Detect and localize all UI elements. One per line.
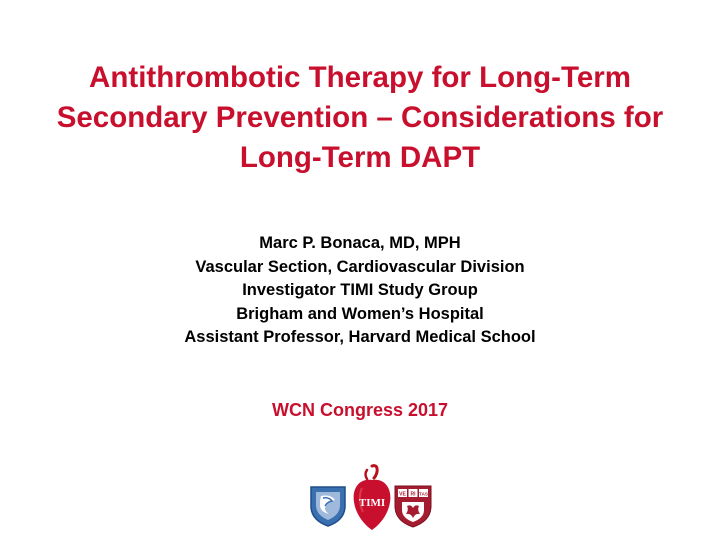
title-line-3: Long-Term DAPT <box>239 141 481 174</box>
harvard-shield-logo <box>393 484 433 528</box>
title-line-1: Antithrombotic Therapy for Long-Term <box>89 61 631 94</box>
author-hospital: Brigham and Women’s Hospital <box>236 304 484 323</box>
timi-heart-logo <box>350 462 394 532</box>
author-position: Assistant Professor, Harvard Medical School <box>184 328 536 346</box>
slide-title <box>20 58 700 178</box>
event-name: WCN Congress 2017 <box>271 400 449 420</box>
author-block <box>60 232 660 350</box>
brigham-shield-logo <box>309 484 347 528</box>
harvard-book-text-2: RI <box>410 491 416 498</box>
author-section: Vascular Section, Cardiovascular Division <box>195 257 525 276</box>
title-line-2: Secondary Prevention – Considerations for <box>56 101 664 134</box>
timi-logo-text: TIMI <box>358 497 386 509</box>
harvard-book-text-1: VE <box>399 491 406 498</box>
author-name: Marc P. Bonaca, MD, MPH <box>259 234 461 252</box>
author-group: Investigator TIMI Study Group <box>242 281 478 299</box>
logo-row <box>305 462 435 532</box>
harvard-book-text-3: TAS <box>419 491 428 497</box>
